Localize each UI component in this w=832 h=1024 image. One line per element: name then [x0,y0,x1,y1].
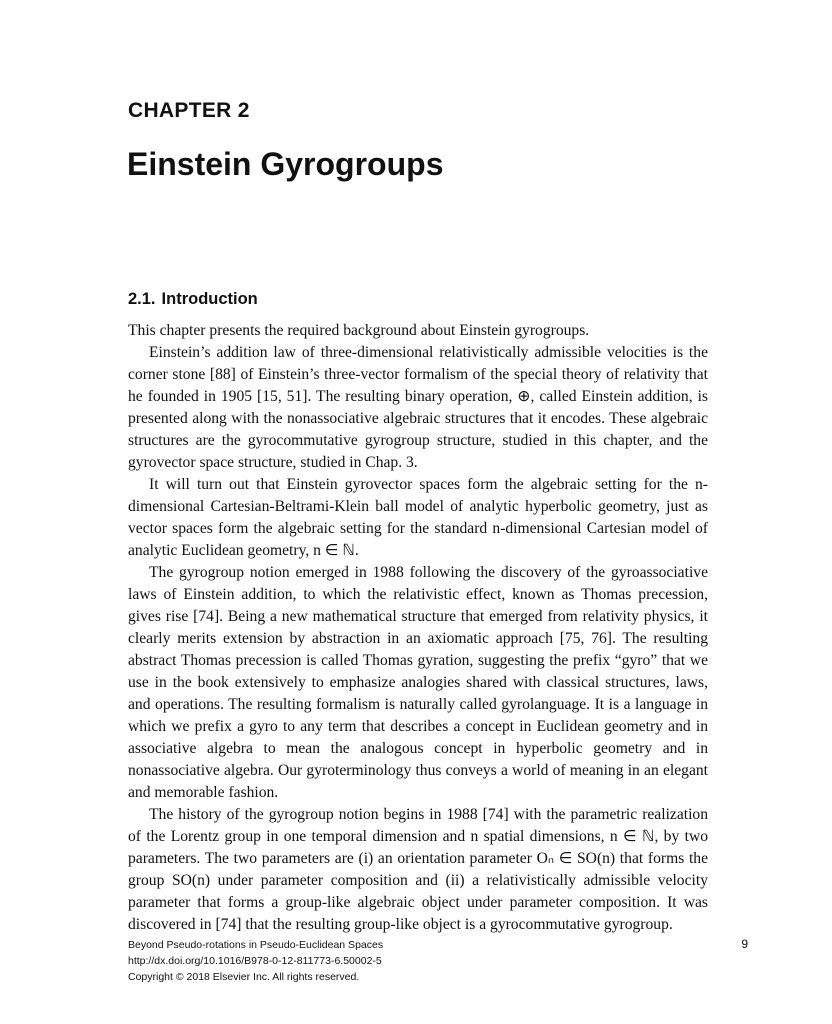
paragraph: Einstein’s addition law of three-dimensional relativistically admissible velocities is the corner stone [88] of Einstein’s three-vector formalism of the special theory of relativity that he founded in 1905 [15, 51]. The resulting binary operation, ⊕, called Einstein addition, is presented along with the nonassociative algebraic structures that it encodes. These algebraic structures are the gyrocommutative gyrogroup structure, studied in this chapter, and the gyrovector space structure, studied in Chap. 3. [128,344,708,471]
paragraph: The gyrogroup notion emerged in 1988 following the discovery of the gyroassociative laws of Einstein addition, to which the relativistic effect, known as Thomas precession, gives rise [74]. Being a new mathematical structure that emerged from relativity physics, it clearly merits extension by abstraction in an axiomatic approach [75, 76]. The resulting abstract Thomas precession is called Thomas gyration, suggesting the prefix “gyro” that we use in the book extensively to emphasize analogies shared with classical structures, laws, and operations. The resulting formalism is naturally called gyrolanguage. It is a language in which we prefix a gyro to any term that describes a concept in Euclidean geometry and in associative algebra to mean the analogous concept in hyperbolic geometry and in nonassociative algebra. Our gyroterminology thus conveys a world of meaning in an elegant and memorable fashion. [128,564,708,801]
section-heading [128,290,258,309]
paragraph: It will turn out that Einstein gyrovector spaces form the algebraic setting for the n-dimensional Cartesian-Beltrami-Klein ball model of analytic hyperbolic geometry, just as vector spaces form the algebraic setting for the standard n-dimensional Cartesian model of analytic Euclidean geometry, n ∈ ℕ. [128,476,708,559]
footer-copyright: Copyright © 2018 Elsevier Inc. All rights reserved. [128,971,360,983]
section-title: Introduction [161,290,258,308]
section-number: 2.1. [128,290,156,308]
body-text [128,320,708,936]
paragraph: The history of the gyrogroup notion begins in 1988 [74] with the parametric realization of the Lorentz group in one temporal dimension and n spatial dimensions, n ∈ ℕ, by two parameters. The two parameters are (i) an orientation parameter Oₙ ∈ SO(n) that forms the group SO(n) under parameter composition and (ii) a relativistically admissible velocity parameter that forms a group-like algebraic object under parameter composition. It was discovered in [74] that the resulting group-like object is a gyrocommutative gyrogroup. [128,806,708,933]
footer-doi-link[interactable]: http://dx.doi.org/10.1016/B978-0-12-811773-6.50002-5 [128,955,382,967]
footer [128,937,383,985]
chapter-title: Einstein Gyrogroups [127,146,444,182]
footer-book-title: Beyond Pseudo-rotations in Pseudo-Euclidean Spaces [128,939,384,951]
paragraph: This chapter presents the required background about Einstein gyrogroups. [128,322,590,339]
page-number: 9 [741,937,748,951]
chapter-label: CHAPTER 2 [128,99,250,122]
